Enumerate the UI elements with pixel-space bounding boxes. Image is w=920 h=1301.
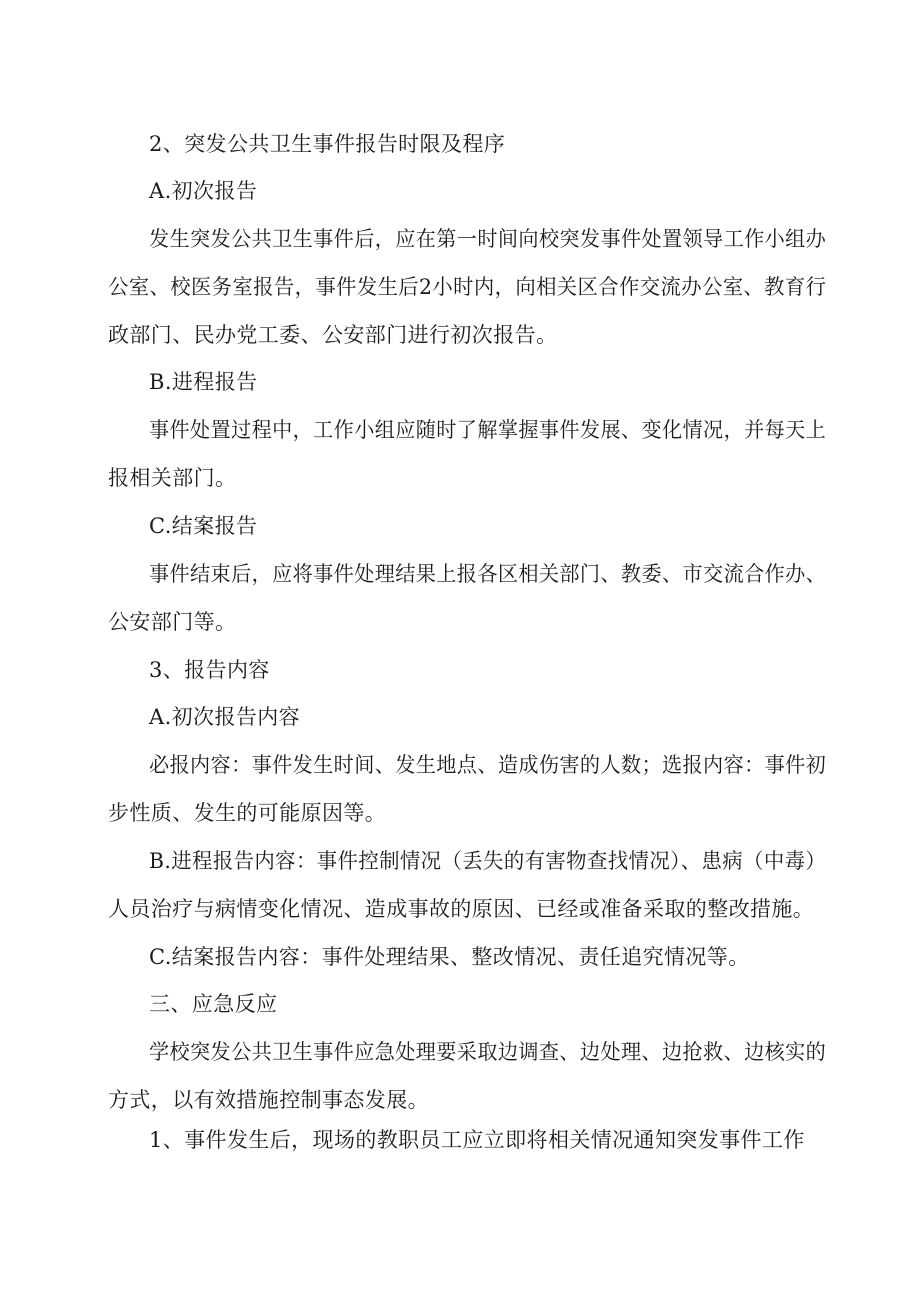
paragraph-line: 事件处置过程中，工作小组应随时了解掌握事件发展、变化情况，并每天上 <box>149 418 827 442</box>
paragraph-line: 公安部门等。 <box>108 610 237 634</box>
subheading-progress-report: B.进程报告 <box>149 370 258 394</box>
heading-report-timeline: 2、突发公共卫生事件报告时限及程序 <box>149 132 506 156</box>
paragraph-line: 必报内容：事件发生时间、发生地点、造成伤害的人数；选报内容：事件初 <box>149 753 827 777</box>
heading-emergency-response: 三、应急反应 <box>149 992 278 1016</box>
paragraph-line: B.进程报告内容：事件控制情况（丢失的有害物查找情况）、患病（中毒） <box>149 849 827 873</box>
paragraph-line: 公室、校医务室报告，事件发生后2小时内，向相关区合作交流办公室、教育行 <box>108 275 827 299</box>
subheading-closing-report: C.结案报告 <box>149 514 258 538</box>
subheading-initial-report-content: A.初次报告内容 <box>149 705 301 729</box>
heading-report-content: 3、报告内容 <box>149 658 270 682</box>
subheading-initial-report: A.初次报告 <box>149 179 258 203</box>
paragraph-line: 1、事件发生后，现场的教职员工应立即将相关情况通知突发事件工作 <box>149 1128 805 1152</box>
paragraph-line: 报相关部门。 <box>108 466 237 490</box>
paragraph-line: 人员治疗与病情变化情况、造成事故的原因、已经或准备采取的整改措施。 <box>108 897 815 921</box>
paragraph-line: 学校突发公共卫生事件应急处理要采取边调查、边处理、边抢救、边核实的 <box>149 1040 827 1064</box>
paragraph-line: 政部门、民办党工委、公安部门进行初次报告。 <box>108 323 558 347</box>
paragraph-line: 发生突发公共卫生事件后，应在第一时间向校突发事件处置领导工作小组办 <box>149 227 827 251</box>
paragraph-line: 步性质、发生的可能原因等。 <box>108 801 387 825</box>
paragraph-line: 事件结束后，应将事件处理结果上报各区相关部门、教委、市交流合作办、 <box>149 562 827 586</box>
paragraph-line: 方式，以有效措施控制事态发展。 <box>108 1088 429 1112</box>
paragraph-line: C.结案报告内容：事件处理结果、整改情况、责任追究情况等。 <box>149 945 750 969</box>
